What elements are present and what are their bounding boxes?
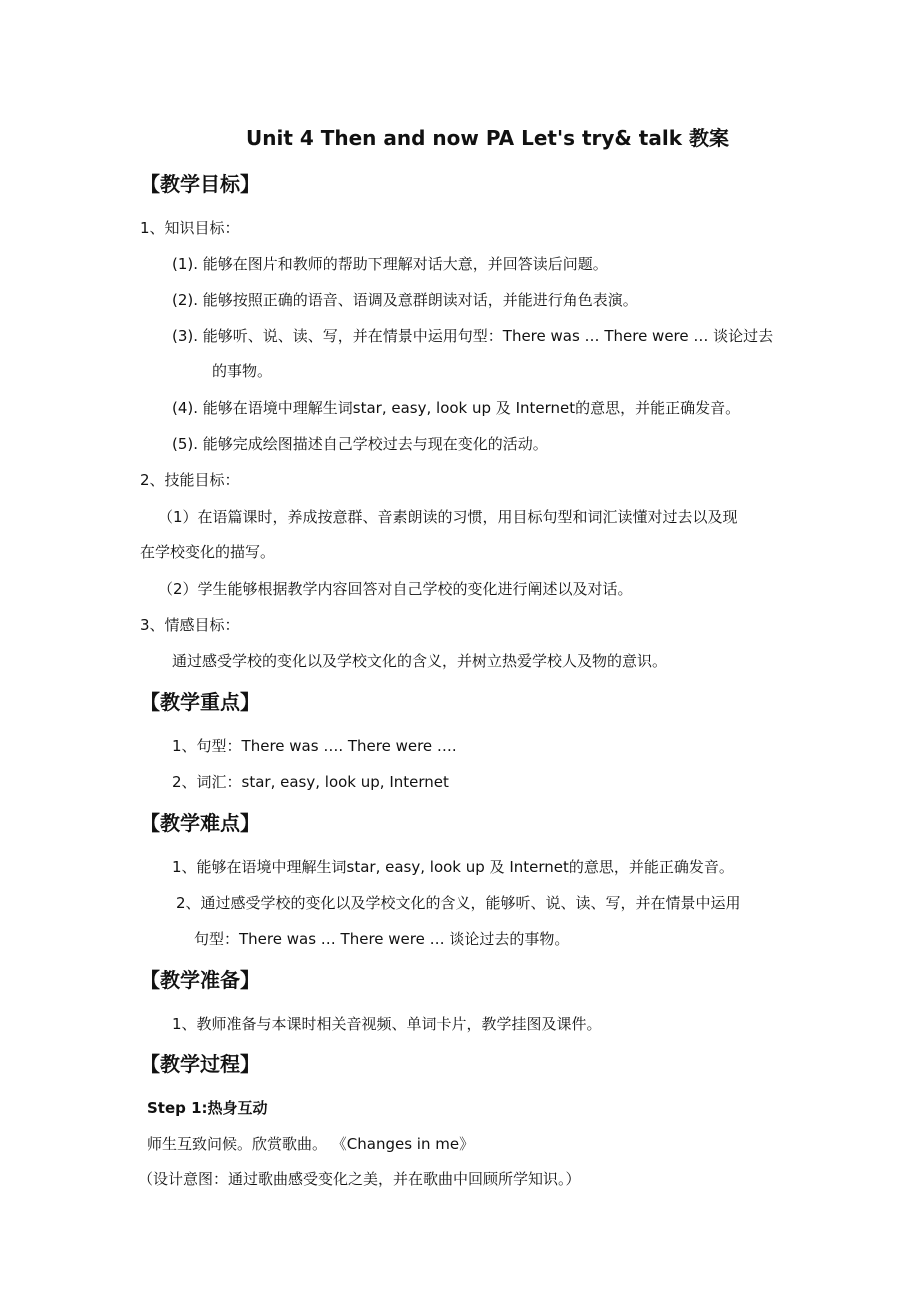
section-heading-difficulties: 【教学难点】 xyxy=(140,811,260,835)
section-heading-objectives: 【教学目标】 xyxy=(140,172,260,196)
skill-item: （1）在语篇课时，养成按意群、音素朗读的习惯，用目标句型和词汇读懂对过去以及现 xyxy=(158,508,738,526)
page-title: Unit 4 Then and now PA Let's try& talk 教案 xyxy=(246,126,729,150)
knowledge-item-continuation: 的事物。 xyxy=(212,362,273,380)
skill-objectives-label: 2、技能目标： xyxy=(140,471,240,489)
process-item: 师生互致问候。欣赏歌曲。 《Changes in me》 xyxy=(147,1135,475,1153)
knowledge-item: (3). 能够听、说、读、写，并在情景中运用句型：There was … There were … 谈论过去 xyxy=(172,327,774,345)
emotion-item: 通过感受学校的变化以及学校文化的含义，并树立热爱学校人及物的意识。 xyxy=(172,652,668,670)
preparation-item: 1、教师准备与本课时相关音视频、单词卡片，教学挂图及课件。 xyxy=(172,1015,602,1033)
knowledge-objectives-label: 1、知识目标： xyxy=(140,219,240,237)
key-point-item: 1、句型：There was …. There were …. xyxy=(172,737,457,755)
section-heading-process: 【教学过程】 xyxy=(140,1052,260,1076)
skill-item-continuation: 在学校变化的描写。 xyxy=(140,543,276,561)
section-heading-key-points: 【教学重点】 xyxy=(140,690,260,714)
key-point-item: 2、词汇：star, easy, look up, Internet xyxy=(172,773,449,791)
knowledge-item: (1). 能够在图片和教师的帮助下理解对话大意，并回答读后问题。 xyxy=(172,255,608,273)
step-1-title: Step 1:热身互动 xyxy=(147,1099,268,1117)
process-design-note: （设计意图：通过歌曲感受变化之美，并在歌曲中回顾所学知识。） xyxy=(138,1170,581,1188)
knowledge-item: (4). 能够在语境中理解生词star, easy, look up 及 Internet的意思，并能正确发音。 xyxy=(172,399,741,417)
difficulty-item-continuation: 句型：There was … There were … 谈论过去的事物。 xyxy=(194,930,570,948)
emotion-objectives-label: 3、情感目标： xyxy=(140,616,240,634)
knowledge-item: (2). 能够按照正确的语音、语调及意群朗读对话，并能进行角色表演。 xyxy=(172,291,638,309)
knowledge-item: (5). 能够完成绘图描述自己学校过去与现在变化的活动。 xyxy=(172,435,548,453)
section-heading-preparation: 【教学准备】 xyxy=(140,968,260,992)
skill-item: （2）学生能够根据教学内容回答对自己学校的变化进行阐述以及对话。 xyxy=(158,580,633,598)
difficulty-item: 1、能够在语境中理解生词star, easy, look up 及 Internet的意思，并能正确发音。 xyxy=(172,858,734,876)
difficulty-item: 2、通过感受学校的变化以及学校文化的含义，能够听、说、读、写，并在情景中运用 xyxy=(176,894,741,912)
